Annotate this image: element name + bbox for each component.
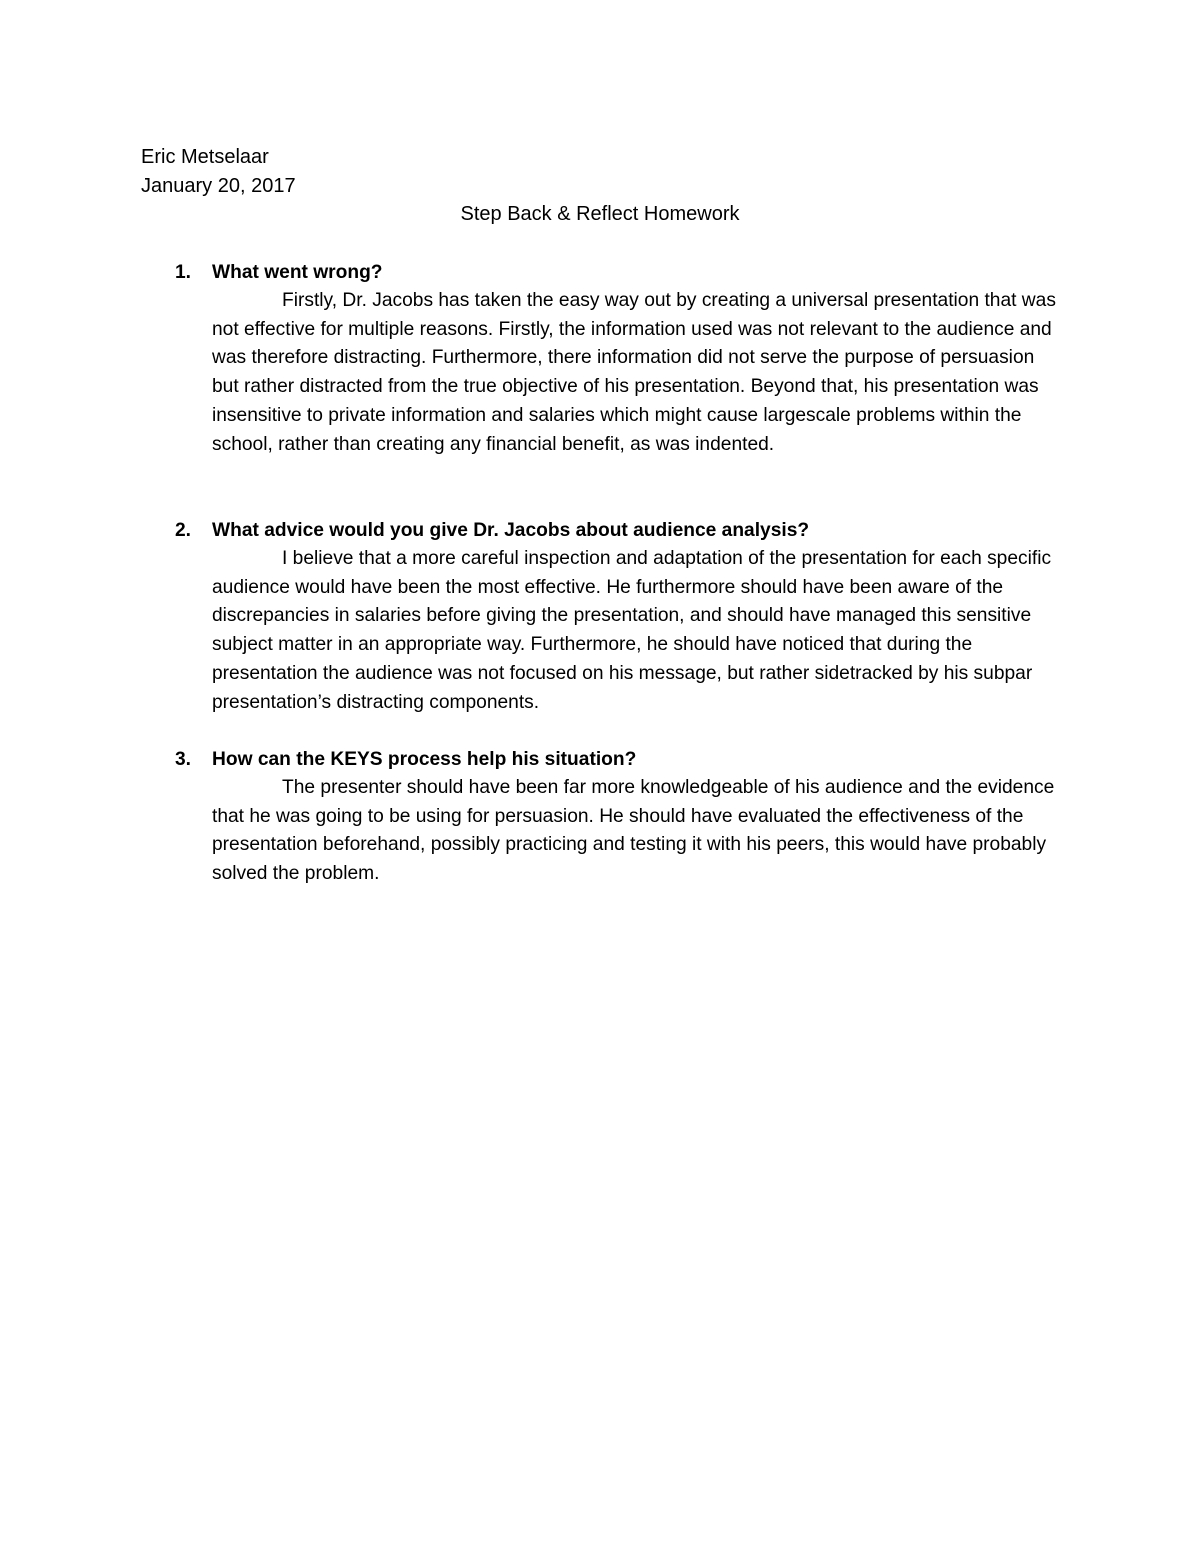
question-text: What advice would you give Dr. Jacobs about audience analysis? <box>212 520 810 541</box>
document-date: January 20, 2017 <box>141 175 296 197</box>
question-item-1 <box>175 258 1065 459</box>
answer-paragraph: The presenter should have been far more knowledgeable of his audience and the evidence that he was going to be using for persuasion. He should have evaluated the effectiveness of the presentation beforehand, possibly practicing and testing it with his peers, this would have probably solved the problem. <box>212 777 1055 885</box>
question-text: How can the KEYS process help his situation? <box>212 749 637 770</box>
question-text: What went wrong? <box>212 262 383 283</box>
question-number: 1. <box>175 262 192 283</box>
answer-paragraph: Firstly, Dr. Jacobs has taken the easy way out by creating a universal presentation that was not effective for multiple reasons. Firstly, the information used was not relevant to the audience and was therefore distracting. Furthermore, there information did not serve the purpose of persuasion but rather distracted from the true objective of his presentation. Beyond that, his presentation was insensitive to private information and salaries which might cause largescale problems within the school, rather than creating any financial benefit, as was indented. <box>212 290 1056 455</box>
question-number: 3. <box>175 749 192 770</box>
question-heading <box>175 258 1065 287</box>
answer-paragraph: I believe that a more careful inspection and adaptation of the presentation for each specific audience would have been the most effective. He furthermore should have been aware of the discrepancies in salaries before giving the presentation, and should have managed this sensitive subject matter in an appropriate way. Furthermore, he should have noticed that during the presentation the audience was not focused on his message, but rather sidetracked by his subpar presentation’s distracting components. <box>212 548 1052 713</box>
document-title: Step Back & Reflect Homework <box>460 203 740 225</box>
question-number: 2. <box>175 520 192 541</box>
question-item-3 <box>175 745 1065 889</box>
question-heading <box>175 516 1065 545</box>
question-item-2 <box>175 516 1065 717</box>
question-heading <box>175 745 1065 774</box>
author-name: Eric Metselaar <box>141 146 269 168</box>
